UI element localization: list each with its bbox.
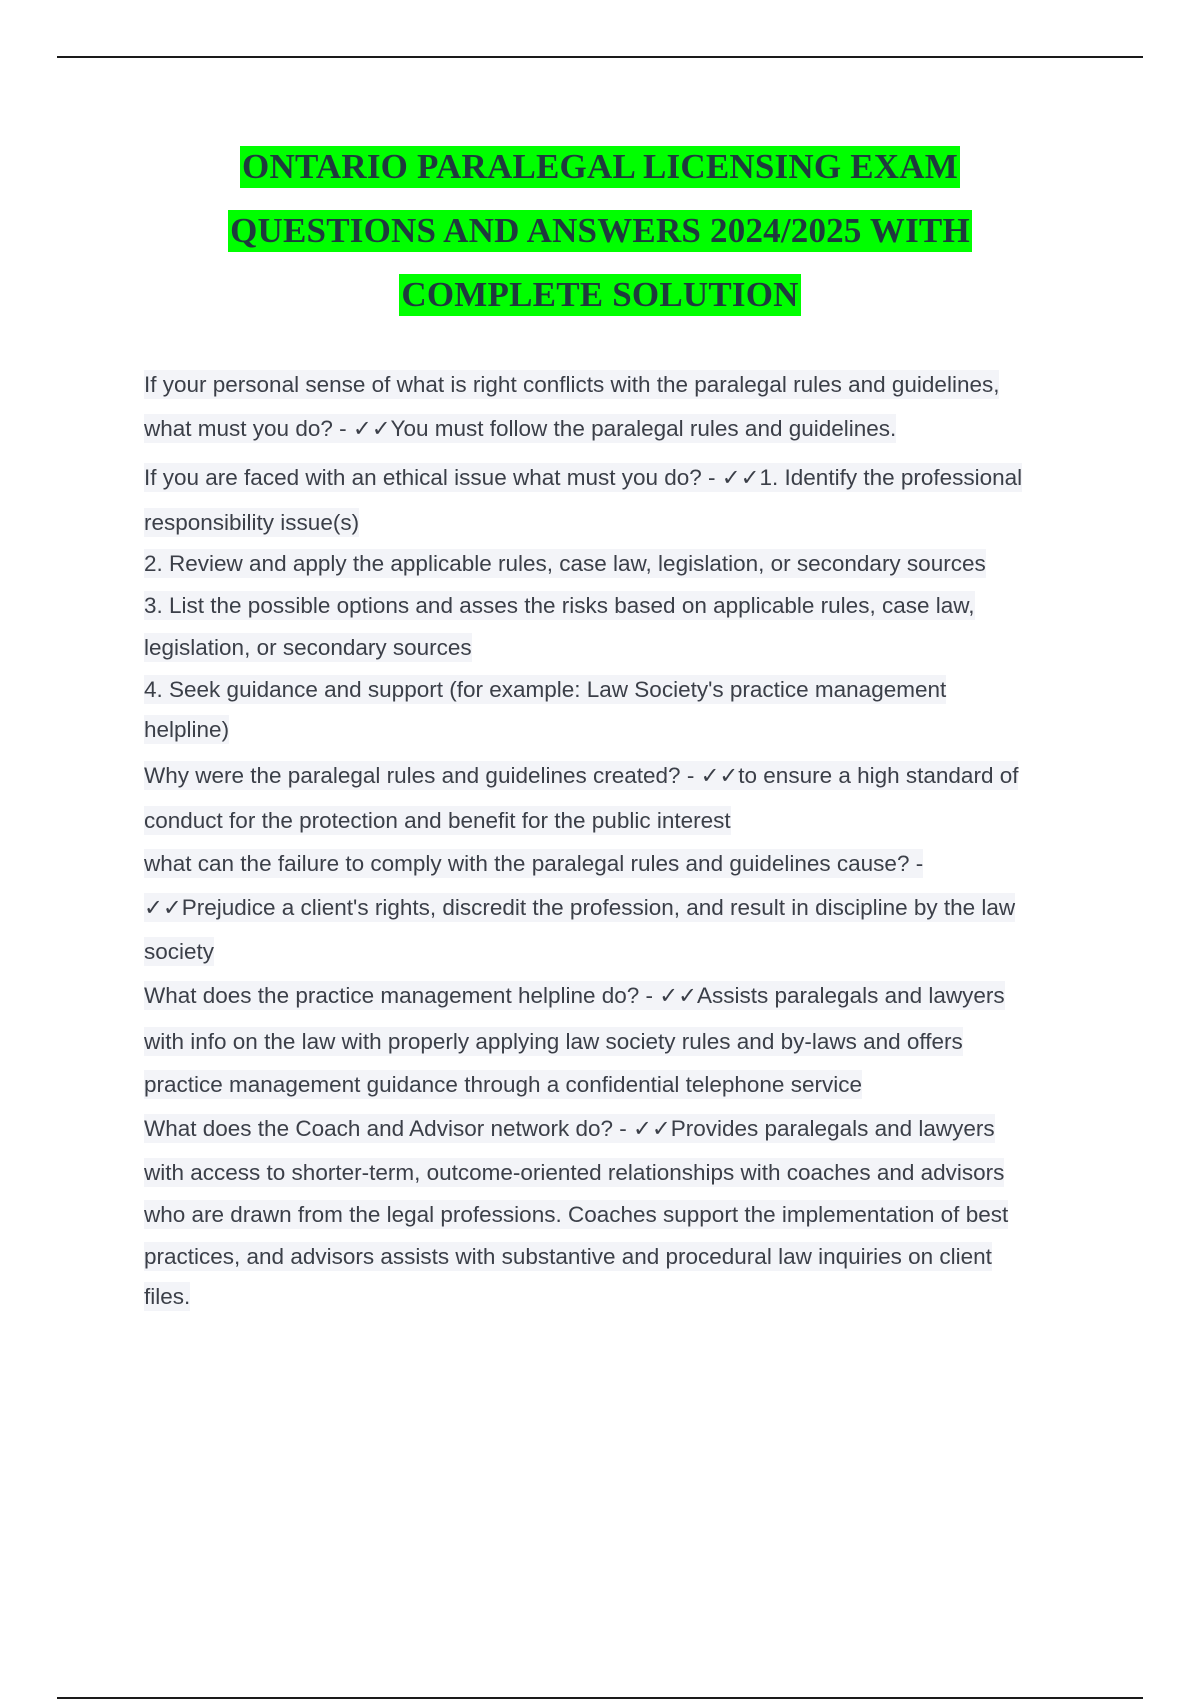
title-line: COMPLETE SOLUTION xyxy=(401,275,799,314)
body-line: who are drawn from the legal professions. Coaches support the implementation of best xyxy=(144,1202,1009,1227)
body-line: 3. List the possible options and asses the risks based on applicable rules, case law, xyxy=(144,593,975,618)
body-line: with access to shorter-term, outcome-oriented relationships with coaches and advisors xyxy=(144,1160,1005,1185)
body-line: ✓✓Prejudice a client's rights, discredit the profession, and result in discipline by the law xyxy=(144,895,1016,920)
body-line: Why were the paralegal rules and guidelines created? - ✓✓to ensure a high standard of xyxy=(144,763,1019,788)
body-line: If you are faced with an ethical issue what must you do? - ✓✓1. Identify the professional xyxy=(144,465,1023,490)
body-line: what must you do? - ✓✓You must follow the paralegal rules and guidelines. xyxy=(144,416,897,441)
body-line: files. xyxy=(144,1284,191,1309)
title-line: QUESTIONS AND ANSWERS 2024/2025 WITH xyxy=(230,211,970,250)
body-line: legislation, or secondary sources xyxy=(144,635,472,660)
body-line: 2. Review and apply the applicable rules, case law, legislation, or secondary sources xyxy=(144,551,986,576)
body-line: helpline) xyxy=(144,717,230,742)
body-line: practices, and advisors assists with substantive and procedural law inquiries on client xyxy=(144,1244,992,1269)
body-line: conduct for the protection and benefit for the public interest xyxy=(144,808,731,833)
body-line: practice management guidance through a confidential telephone service xyxy=(144,1072,862,1097)
body-line: What does the Coach and Advisor network do? - ✓✓Provides paralegals and lawyers xyxy=(144,1116,995,1141)
body-line: 4. Seek guidance and support (for example: Law Society's practice management xyxy=(144,677,947,702)
document-title xyxy=(0,142,1200,334)
body-line: with info on the law with properly applying law society rules and by-laws and offers xyxy=(144,1029,963,1054)
body-line: If your personal sense of what is right conflicts with the paralegal rules and guidelines, xyxy=(144,372,1000,397)
bottom-divider xyxy=(57,1697,1143,1699)
title-line: ONTARIO PARALEGAL LICENSING EXAM xyxy=(242,147,958,186)
body-line: What does the practice management helpline do? - ✓✓Assists paralegals and lawyers xyxy=(144,983,1005,1008)
body-line: society xyxy=(144,939,215,964)
top-divider xyxy=(57,56,1143,58)
body-line: responsibility issue(s) xyxy=(144,510,360,535)
body-line: what can the failure to comply with the paralegal rules and guidelines cause? - xyxy=(144,851,924,876)
